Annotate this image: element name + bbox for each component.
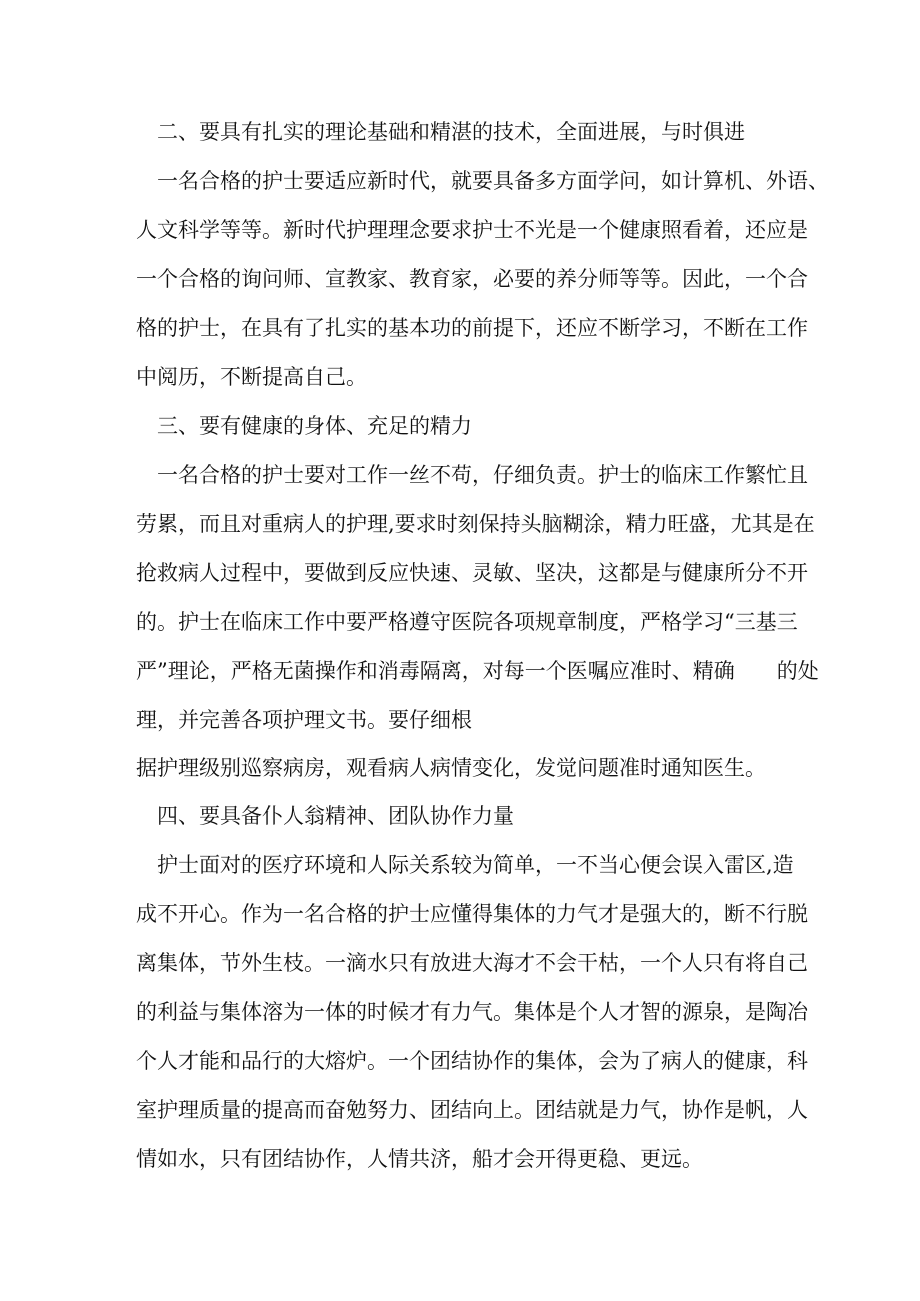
paragraph-line: 离集体，节外生枝。一滴水只有放进大海才不会干枯，一个人只有将自己 [136,951,808,975]
paragraph-line: 室护理质量的提高而奋勉努力、团结向上。团结就是力气，协作是帆，人 [136,1098,808,1122]
paragraph-line: 一个合格的询问师、宣教家、教育家，必要的养分师等等。因此，一个合 [136,267,808,291]
paragraph-line: 护士面对的医疗环境和人际关系较为简单，一不当心便会误入雷区,造 [157,853,794,877]
section-heading-2: 二、要具有扎实的理论基础和精湛的技术，全面进展，与时俱进 [157,120,745,144]
paragraph-line: 的利益与集体溶为一体的时候才有力气。集体是个人才智的源泉，是陶冶 [136,1000,808,1024]
paragraph-line: 一名合格的护士要对工作一丝不苟，仔细负责。护士的临床工作繁忙且 [157,463,808,487]
paragraph-line: 情如水，只有团结协作，人情共济，船才会开得更稳、更远。 [136,1147,703,1171]
paragraph-line: 个人才能和品行的大熔炉。一个团结协作的集体，会为了病人的健康，科 [136,1049,808,1073]
paragraph-line: 人文科学等等。新时代护理理念要求护士不光是一个健康照看着，还应是 [136,218,808,242]
paragraph-line: 据护理级别巡察病房，观看病人病情变化，发觉问题准时通知医生。 [136,756,766,780]
paragraph-line: 劳累，而且对重病人的护理,要求时刻保持头脑糊涂，精力旺盛，尤其是在 [136,512,815,536]
paragraph-line: 成不开心。作为一名合格的护士应懂得集体的力气才是强大的，断不行脱 [136,902,808,926]
paragraph-line: 的。护士在临床工作中要严格遵守医院各项规章制度，严格学习“三基三 [136,610,798,634]
section-heading-4: 四、要具备仆人翁精神、团队协作力量 [157,804,514,828]
paragraph-line: 理，并完善各项护理文书。要仔细根 [136,708,472,732]
paragraph-line: 格的护士，在具有了扎实的基本功的前提下，还应不断学习，不断在工作 [136,316,808,340]
section-heading-3: 三、要有健康的身体、充足的精力 [157,414,472,438]
paragraph-line: 中阅历，不断提高自己。 [136,365,367,389]
paragraph-line: 抢救病人过程中，要做到反应快速、灵敏、坚决，这都是与健康所分不开 [136,561,808,585]
paragraph-line: 一名合格的护士要适应新时代，就要具备多方面学问，如计算机、外语、 [157,169,829,193]
paragraph-line: 严”理论，严格无菌操作和消毒隔离，对每一个医嘱应准时、精确 的处 [136,659,819,683]
